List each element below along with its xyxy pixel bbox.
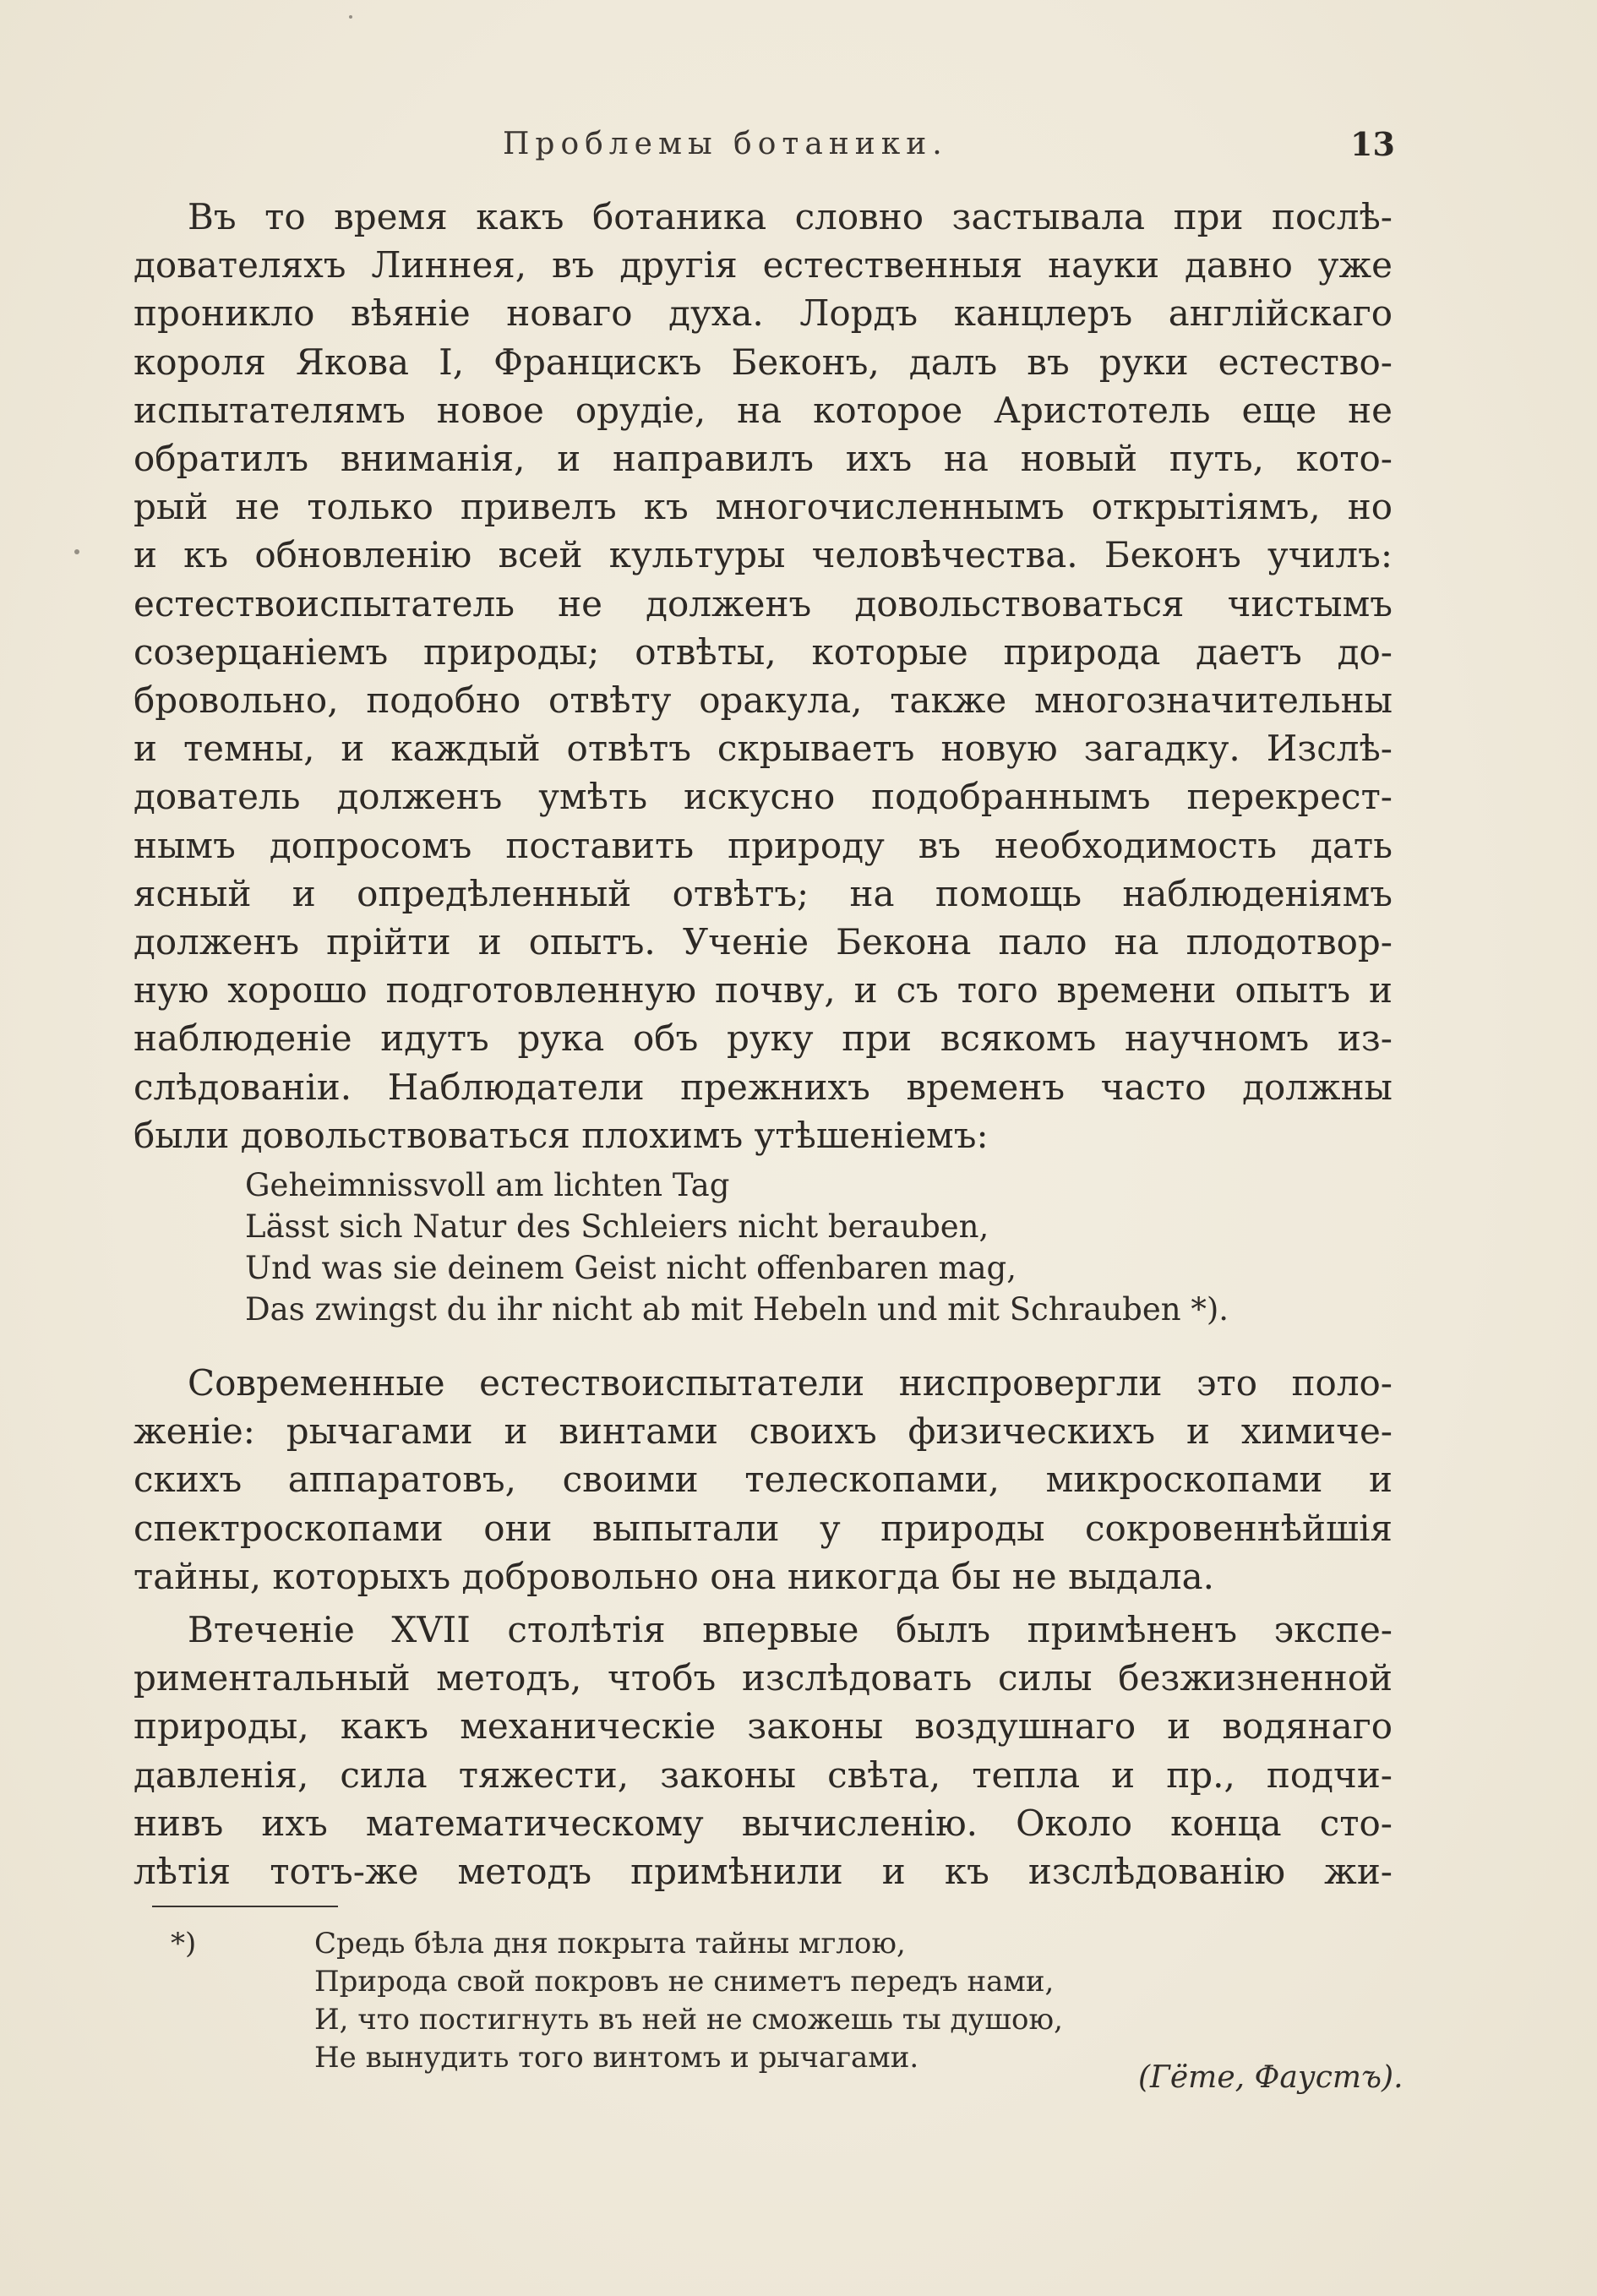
text-line: ясный и опредѣленный отвѣтъ; на помощь наблюденіямъ [134, 872, 1393, 914]
text-line: бровольно, подобно отвѣту оракула, также многозначительны [134, 679, 1393, 722]
text-line: ную хорошо подготовленную почву, и съ того времени опытъ и [134, 969, 1393, 1012]
text-line: проникло вѣяніе новаго духа. Лордъ канцлеръ англійскаго [134, 292, 1393, 335]
text-line: дователь долженъ умѣть искусно подобраннымъ перекрест- [134, 776, 1393, 818]
print-speck [74, 549, 79, 554]
paragraph-seventeenth-century [134, 1606, 1393, 1895]
footnote-line: Средь бѣла дня покрыта тайны мглою, [314, 1927, 906, 1961]
text-line: обратилъ вниманія, и направилъ ихъ на новый путь, кото- [134, 438, 1393, 480]
poem-verse: Und was sie deinem Geist nicht offenbaren mag, [245, 1250, 1017, 1287]
text-line: скихъ аппаратовъ, своими телескопами, микроскопами и [134, 1459, 1393, 1501]
running-title: Проблемы ботаники. [503, 127, 948, 161]
text-line: наблюденіе идутъ рука объ руку при всякомъ научномъ из- [134, 1017, 1393, 1060]
text-line: рый не только привелъ къ многочисленнымъ открытіямъ, но [134, 486, 1393, 528]
text-line: нымъ допросомъ поставить природу въ необходимость дать [134, 824, 1393, 866]
footnote-divider [152, 1906, 338, 1907]
page-number: 13 [1350, 125, 1395, 163]
text-line: созерцаніемъ природы; отвѣты, которые природа даетъ до- [134, 630, 1393, 673]
text-line: риментальный методъ, чтобъ изслѣдовать силы безжизненной [134, 1657, 1393, 1699]
text-line: естествоиспытатель не долженъ довольствоваться чистымъ [134, 582, 1393, 624]
text-line: и темны, и каждый отвѣтъ скрываетъ новую загадку. Изслѣ- [134, 728, 1393, 770]
text-line: Въ то время какъ ботаника словно застывала при послѣ- [188, 196, 1393, 237]
text-line: женіе: рычагами и винтами своихъ физическихъ и химиче- [134, 1410, 1393, 1453]
footnote [171, 1925, 1430, 2095]
text-line: давленія, сила тяжести, законы свѣта, тепла и пр., подчи- [134, 1753, 1393, 1796]
text-line: природы, какъ механическіе законы воздушнаго и водянаго [134, 1705, 1393, 1748]
text-line: Современные естествоиспытатели ниспровергли это поло- [188, 1362, 1393, 1404]
text-line: Втеченіе XVII столѣтія впервые былъ примѣненъ экспе- [188, 1609, 1393, 1651]
text-line: спектроскопами они выпытали у природы сокровеннѣйшія [134, 1507, 1393, 1549]
text-line: долженъ прійти и опытъ. Ученіе Бекона пало на плодотвор- [134, 921, 1393, 963]
text-line: нивъ ихъ математическому вычисленію. Около конца сто- [134, 1802, 1393, 1844]
poem-verse: Das zwingst du ihr nicht ab mit Hebeln und mit Schrauben *). [245, 1291, 1229, 1328]
body-text [134, 193, 1393, 1895]
text-line: слѣдованіи. Наблюдатели прежнихъ временъ часто должны [134, 1066, 1393, 1108]
paragraph-modern-scientists [134, 1359, 1393, 1601]
print-speck [349, 15, 352, 19]
paragraph-bacon [134, 193, 1393, 1159]
text-line: испытателямъ новое орудіе, на которое Аристотель еще не [134, 389, 1393, 431]
footnote-attribution: (Гёте, Фаустъ). [1138, 2060, 1404, 2095]
poem-quote [245, 1164, 1393, 1330]
poem-verse: Lässt sich Natur des Schleiers nicht berauben, [245, 1208, 989, 1246]
text-line: лѣтія тотъ-же методъ примѣнили и къ изслѣдованію жи- [134, 1851, 1393, 1893]
text-line: были довольствоваться плохимъ утѣшеніемъ: [134, 1114, 989, 1156]
page-header [0, 127, 1597, 177]
text-line: дователяхъ Линнея, въ другія естественныя науки давно уже [134, 244, 1393, 286]
text-line: и къ обновленію всей культуры человѣчества. Беконъ училъ: [134, 534, 1393, 576]
poem-verse: Geheimnissvoll am lichten Tag [245, 1167, 730, 1204]
footnote-mark: *) [171, 1927, 197, 1961]
footnote-line: Природа свой покровъ не сниметъ передъ нами, [314, 1965, 1055, 1999]
text-line: тайны, которыхъ добровольно она никогда бы не выдала. [134, 1555, 1214, 1597]
footnote-line: И, что постигнуть въ ней не сможешь ты душою, [314, 2003, 1063, 2037]
footnote-line: Не вынудить того винтомъ и рычагами. [314, 2041, 919, 2075]
text-line: короля Якова I, Францискъ Беконъ, далъ въ руки естество- [134, 341, 1393, 383]
